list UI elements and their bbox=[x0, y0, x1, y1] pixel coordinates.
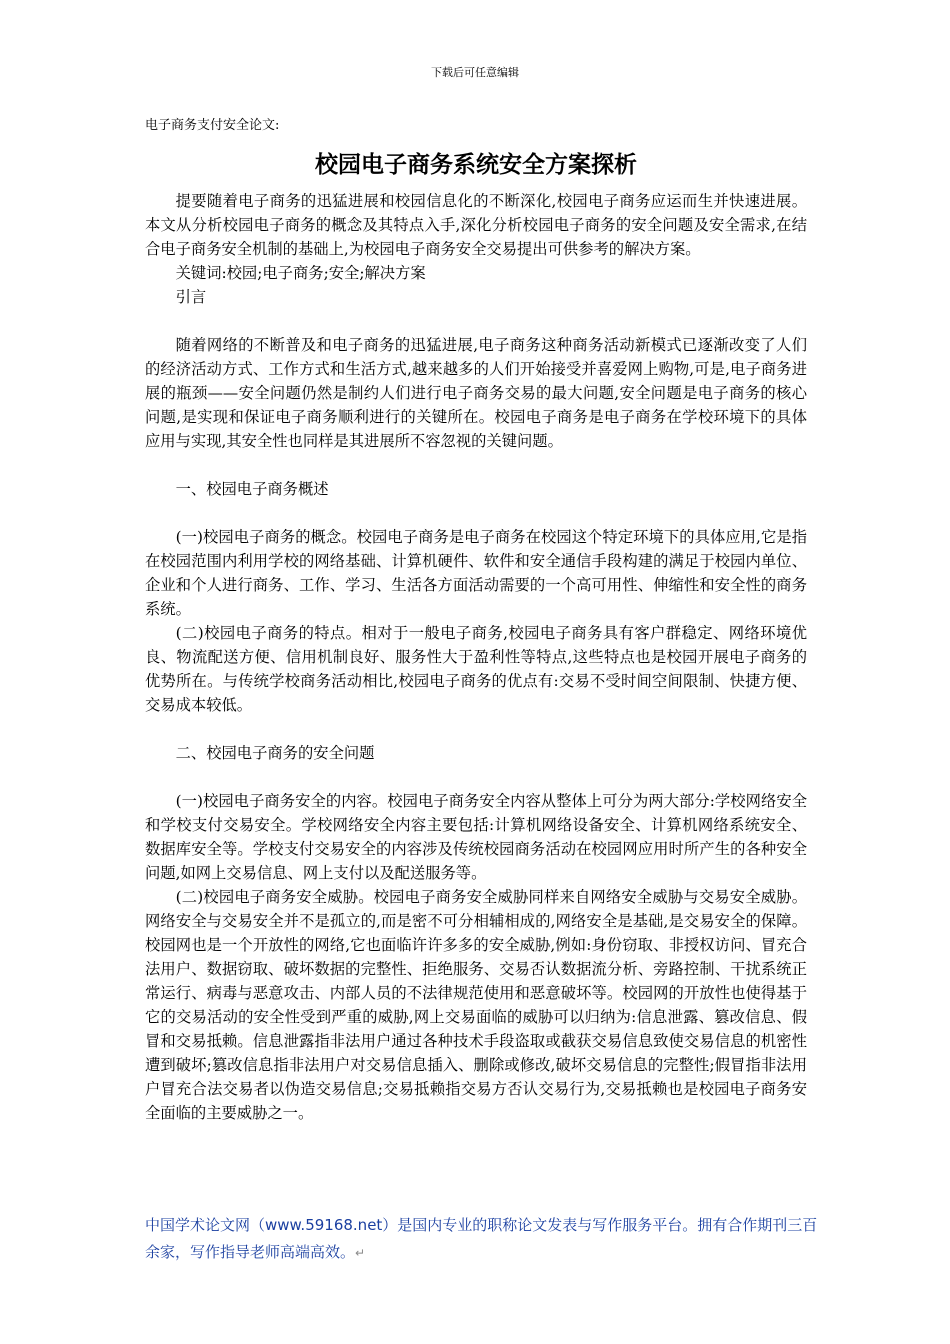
intro-heading: 引言 bbox=[175, 288, 207, 306]
keywords-line: 关键词:校园;电子商务;安全;解决方案 bbox=[175, 264, 426, 282]
category-line: 电子商务支付安全论文: bbox=[145, 118, 280, 133]
section1-heading: 一、校园电子商务概述 bbox=[175, 480, 329, 498]
footer-advertisement bbox=[145, 1212, 825, 1267]
paragraph-mark-icon: ↵ bbox=[355, 1246, 366, 1260]
spacer bbox=[145, 309, 807, 333]
spacer bbox=[145, 717, 807, 741]
spacer bbox=[145, 501, 807, 525]
section2-heading: 二、校园电子商务的安全问题 bbox=[175, 744, 375, 762]
page-title: 校园电子商务系统安全方案探析 bbox=[315, 152, 637, 178]
spacer bbox=[145, 453, 807, 477]
abstract-paragraph: 提要随着电子商务的迅猛进展和校园信息化的不断深化,校园电子商务应运而生并快速进展。本文从分析校园电子商务的概念及其特点入手,深化分析校园电子商务的安全问题及安全需求,在结合电子商务安全机制的基础上,为校园电子商务安全交易提出可供参考的解决方案。 bbox=[145, 192, 807, 258]
document-body bbox=[145, 116, 807, 1125]
header-note: 下载后可任意编辑 bbox=[431, 66, 519, 79]
spacer bbox=[145, 765, 807, 789]
footer-ad-text: 中国学术论文网（www.59168.net）是国内专业的职称论文发表与写作服务平台。拥有合作期刊三百余家，写作指导老师高端高效。 bbox=[145, 1216, 818, 1261]
intro-paragraph: 随着网络的不断普及和电子商务的迅猛进展,电子商务这种商务活动新模式已逐渐改变了人们的经济活动方式、工作方式和生活方式,越来越多的人们开始接受并喜爱网上购物,可是,电子商务进展的瓶颈——安全问题仍然是制约人们进行电子商务交易的最大问题,安全问题是电子商务的核心问题,是实现和保证电子商务顺利进行的关键所在。校园电子商务是电子商务在学校环境下的具体应用与实现,其安全性也同样是其进展所不容忽视的关键问题。 bbox=[145, 336, 807, 450]
section1-paragraph-2: (二)校园电子商务的特点。相对于一般电子商务,校园电子商务具有客户群稳定、网络环境优良、物流配送方便、信用机制良好、服务性大于盈利性等特点,这些特点也是校园开展电子商务的优势所在。与传统学校商务活动相比,校园电子商务的优点有:交易不受时间空间限制、快捷方便、交易成本较低。 bbox=[145, 624, 807, 714]
section2-paragraph-2: (二)校园电子商务安全威胁。校园电子商务安全威胁同样来自网络安全威胁与交易安全威胁。网络安全与交易安全并不是孤立的,而是密不可分相辅相成的,网络安全是基础,是交易安全的保障。校园网也是一个开放性的网络,它也面临许许多多的安全威胁,例如:身份窃取、非授权访问、冒充合法用户、数据窃取、破坏数据的完整性、拒绝服务、交易否认数据流分析、旁路控制、干扰系统正常运行、病毒与恶意攻击、内部人员的不法律规范使用和恶意破坏等。校园网的开放性也使得基于它的交易活动的安全性受到严重的威胁,网上交易面临的威胁可以归纳为:信息泄露、篡改信息、假冒和交易抵赖。信息泄露指非法用户通过各种技术手段盗取或截获交易信息致使交易信息的机密性遭到破坏;篡改信息指非法用户对交易信息插入、删除或修改,破坏交易信息的完整性;假冒指非法用户冒充合法交易者以伪造交易信息;交易抵赖指交易方否认交易行为,交易抵赖也是校园电子商务安全面临的主要威胁之一。 bbox=[145, 888, 807, 1122]
section1-paragraph-1: (一)校园电子商务的概念。校园电子商务是电子商务在校园这个特定环境下的具体应用,它是指在校园范围内利用学校的网络基础、计算机硬件、软件和安全通信手段构建的满足于校园内单位、企业和个人进行商务、工作、学习、生活各方面活动需要的一个高可用性、伸缩性和安全性的商务系统。 bbox=[145, 528, 807, 618]
section2-paragraph-1: (一)校园电子商务安全的内容。校园电子商务安全内容从整体上可分为两大部分:学校网络安全和学校支付交易安全。学校网络安全内容主要包括:计算机网络设备安全、计算机网络系统安全、数据库安全等。学校支付交易安全的内容涉及传统校园商务活动在校园网应用时所产生的各种安全问题,如网上交易信息、网上支付以及配送服务等。 bbox=[145, 792, 807, 882]
